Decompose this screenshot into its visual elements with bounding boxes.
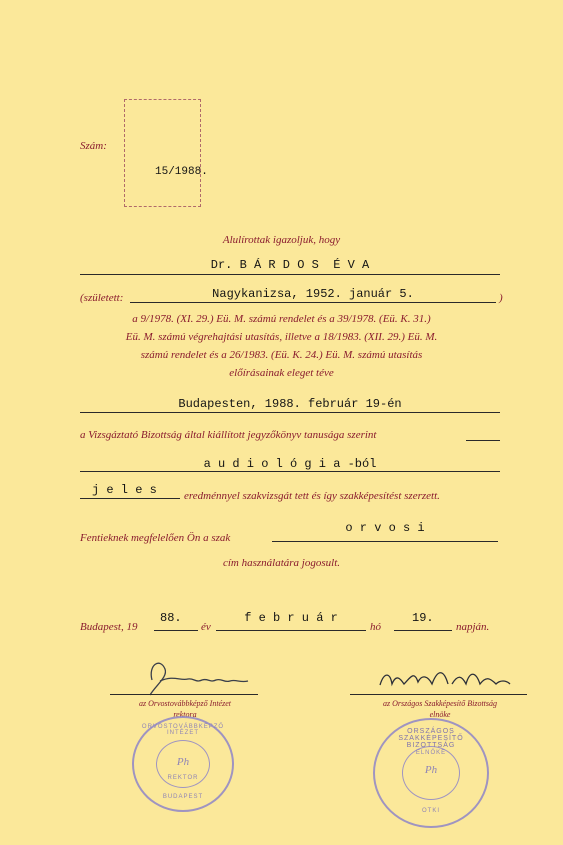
left-signature bbox=[130, 645, 265, 700]
left-signature-line bbox=[110, 694, 258, 695]
exam-date-line bbox=[80, 412, 500, 413]
date-month: f e b r u á r bbox=[244, 611, 338, 625]
left-stamp-inner-text: REKTOR bbox=[167, 775, 199, 781]
committee-text: a Vizsgáztató Bizottság által kiállított jegyzőkönyv tanusága szerint bbox=[80, 429, 377, 441]
day-line bbox=[394, 630, 452, 631]
right-stamp-ring-bottom: OTKI bbox=[421, 808, 440, 814]
result-line bbox=[80, 498, 180, 499]
right-stamp-ring-top: ORSZÁGOS SZAKKÉPESÍTŐ BIZOTTSÁG bbox=[398, 728, 464, 749]
date-day-label: napján. bbox=[456, 621, 490, 633]
name-line bbox=[80, 274, 500, 275]
birth-value: Nagykanizsa, 1952. január 5. bbox=[212, 287, 414, 301]
date-year: 88. bbox=[160, 611, 182, 625]
regulation-line-3: számú rendelet és a 26/1983. (Eü. K. 24.) Eü. M. számú utasítás bbox=[140, 349, 423, 361]
left-stamp-ph: Ph bbox=[176, 756, 190, 768]
left-sign-title-2: rektora bbox=[173, 710, 197, 719]
number-box bbox=[124, 99, 201, 207]
birth-line bbox=[130, 302, 496, 303]
exam-place-date: Budapesten, 1988. február 19-én bbox=[178, 397, 402, 411]
right-signature-line bbox=[350, 694, 527, 695]
month-line bbox=[216, 630, 366, 631]
date-year-label: év bbox=[201, 621, 211, 633]
subject-line bbox=[80, 471, 500, 472]
person-name: Dr. B Á R D O S É V A bbox=[210, 258, 370, 272]
date-month-label: hó bbox=[370, 621, 381, 633]
committee-line bbox=[466, 440, 500, 441]
regulation-line-2: Eü. M. számú végrehajtási utasítás, illetve a 18/1983. (XII. 29.) Eü. M. bbox=[125, 331, 438, 343]
right-sign-title-2: elnöke bbox=[429, 710, 451, 719]
usage-text: cím használatára jogosult. bbox=[222, 557, 341, 569]
date-day: 19. bbox=[412, 611, 434, 625]
right-stamp-inner-text: ELNÖKE bbox=[415, 750, 447, 756]
title-line-text: Fentieknek megfelelően Ön a szak bbox=[80, 532, 231, 544]
right-official-stamp bbox=[373, 718, 489, 828]
left-stamp-ring-bottom: BUDAPEST bbox=[162, 794, 204, 800]
regulation-line-4: előírásainak eleget téve bbox=[229, 367, 334, 379]
result-text: eredménnyel szakvizsgát tett és így szakképesítést szerzett. bbox=[184, 490, 440, 502]
result-value: j e l e s bbox=[92, 483, 157, 497]
left-sign-title-1: az Orvostovábbképző Intézet bbox=[139, 699, 231, 708]
intro-text: Alulírottak igazoljuk, hogy bbox=[222, 234, 341, 246]
title-line-value: o r v o s i bbox=[345, 521, 425, 535]
number-label: Szám: bbox=[80, 140, 107, 152]
year-line bbox=[154, 630, 198, 631]
birth-close: ) bbox=[499, 292, 503, 304]
subject-value: a u d i o l ó g i a -ból bbox=[203, 457, 377, 471]
right-stamp-ph: Ph bbox=[424, 764, 438, 776]
regulation-line-1: a 9/1978. (XI. 29.) Eü. M. számú rendelet és a 39/1978. (Eü. K. 31.) bbox=[132, 313, 431, 325]
right-sign-title-1: az Országos Szakképesítő Bizottság bbox=[383, 699, 497, 708]
left-official-stamp bbox=[132, 716, 234, 812]
left-stamp-ring-top: ORVOSTOVÁBBKÉPZŐ INTÉZET bbox=[141, 724, 225, 736]
birth-label: (született: bbox=[80, 292, 124, 304]
number-value: 15/1988. bbox=[155, 166, 208, 178]
title-value-line bbox=[272, 541, 498, 542]
date-city-prefix: Budapest, 19 bbox=[80, 621, 138, 633]
